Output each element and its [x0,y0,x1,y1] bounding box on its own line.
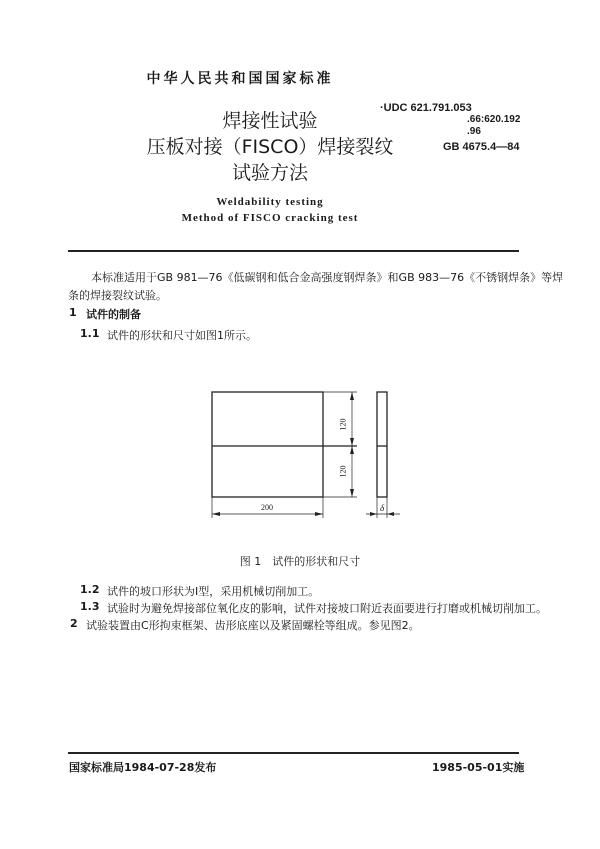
section-1-2-text: 试件的坡口形状为I型，采用机械切削加工。 [107,585,320,598]
title-cn-line-2: 压板对接（FISCO）焊接裂纹 [146,136,394,158]
title-cn-line-1: 焊接性试验 [222,110,318,132]
effective-date: 1985-05-01实施 [432,761,525,774]
udc-line-1: ·UDC 621.791.053 [380,102,472,114]
dimension-thickness: δ [380,503,385,513]
title-en-line-1: Weldability testing [216,196,324,208]
title-cn-line-3: 试验方法 [231,162,308,184]
dimension-height-1: 120 [338,418,348,431]
title-en-line-2: Method of FISCO cracking test [181,212,359,224]
udc-line-2: .66:620.192 [467,114,521,125]
standard-number: GB 4675.4—84 [443,141,520,153]
section-1-1-text: 试件的形状和尺寸如图1所示。 [107,329,257,342]
udc-line-3: .96 [467,126,481,137]
section-2-text: 试验装置由C形拘束框架、齿形底座以及紧固螺栓等组成。参见图2。 [86,619,420,632]
footer-divider [68,752,519,754]
figure-1-caption: 图 1 试件的形状和尺寸 [239,555,361,568]
dimension-height-2: 120 [338,465,348,478]
section-1-1-number: 1.1 [80,327,100,340]
section-2-number: 2 [70,617,78,630]
issuing-org-header: 中华人民共和国国家标准 [146,71,334,87]
issue-date: 国家标准局1984-07-28发布 [69,761,217,774]
specimen-front-view [212,392,323,497]
specimen-side-view [377,392,387,497]
dimension-width: 200 [261,503,273,512]
section-1-2-number: 1.2 [80,583,100,596]
intro-line-2: 条的焊接裂纹试验。 [68,289,167,302]
section-1-3-text: 试验时为避免焊接部位氧化皮的影响，试件对接坡口附近表面要进行打磨或机械切削加工。 [107,602,547,615]
section-1-title: 试件的制备 [86,308,141,321]
section-1-number: 1 [69,306,77,319]
intro-line-1: 本标准适用于GB 981—76《低碳钢和低合金高强度钢焊条》和GB 983—76《不锈钢焊条》等焊 [91,271,564,284]
section-1-3-number: 1.3 [80,600,100,613]
